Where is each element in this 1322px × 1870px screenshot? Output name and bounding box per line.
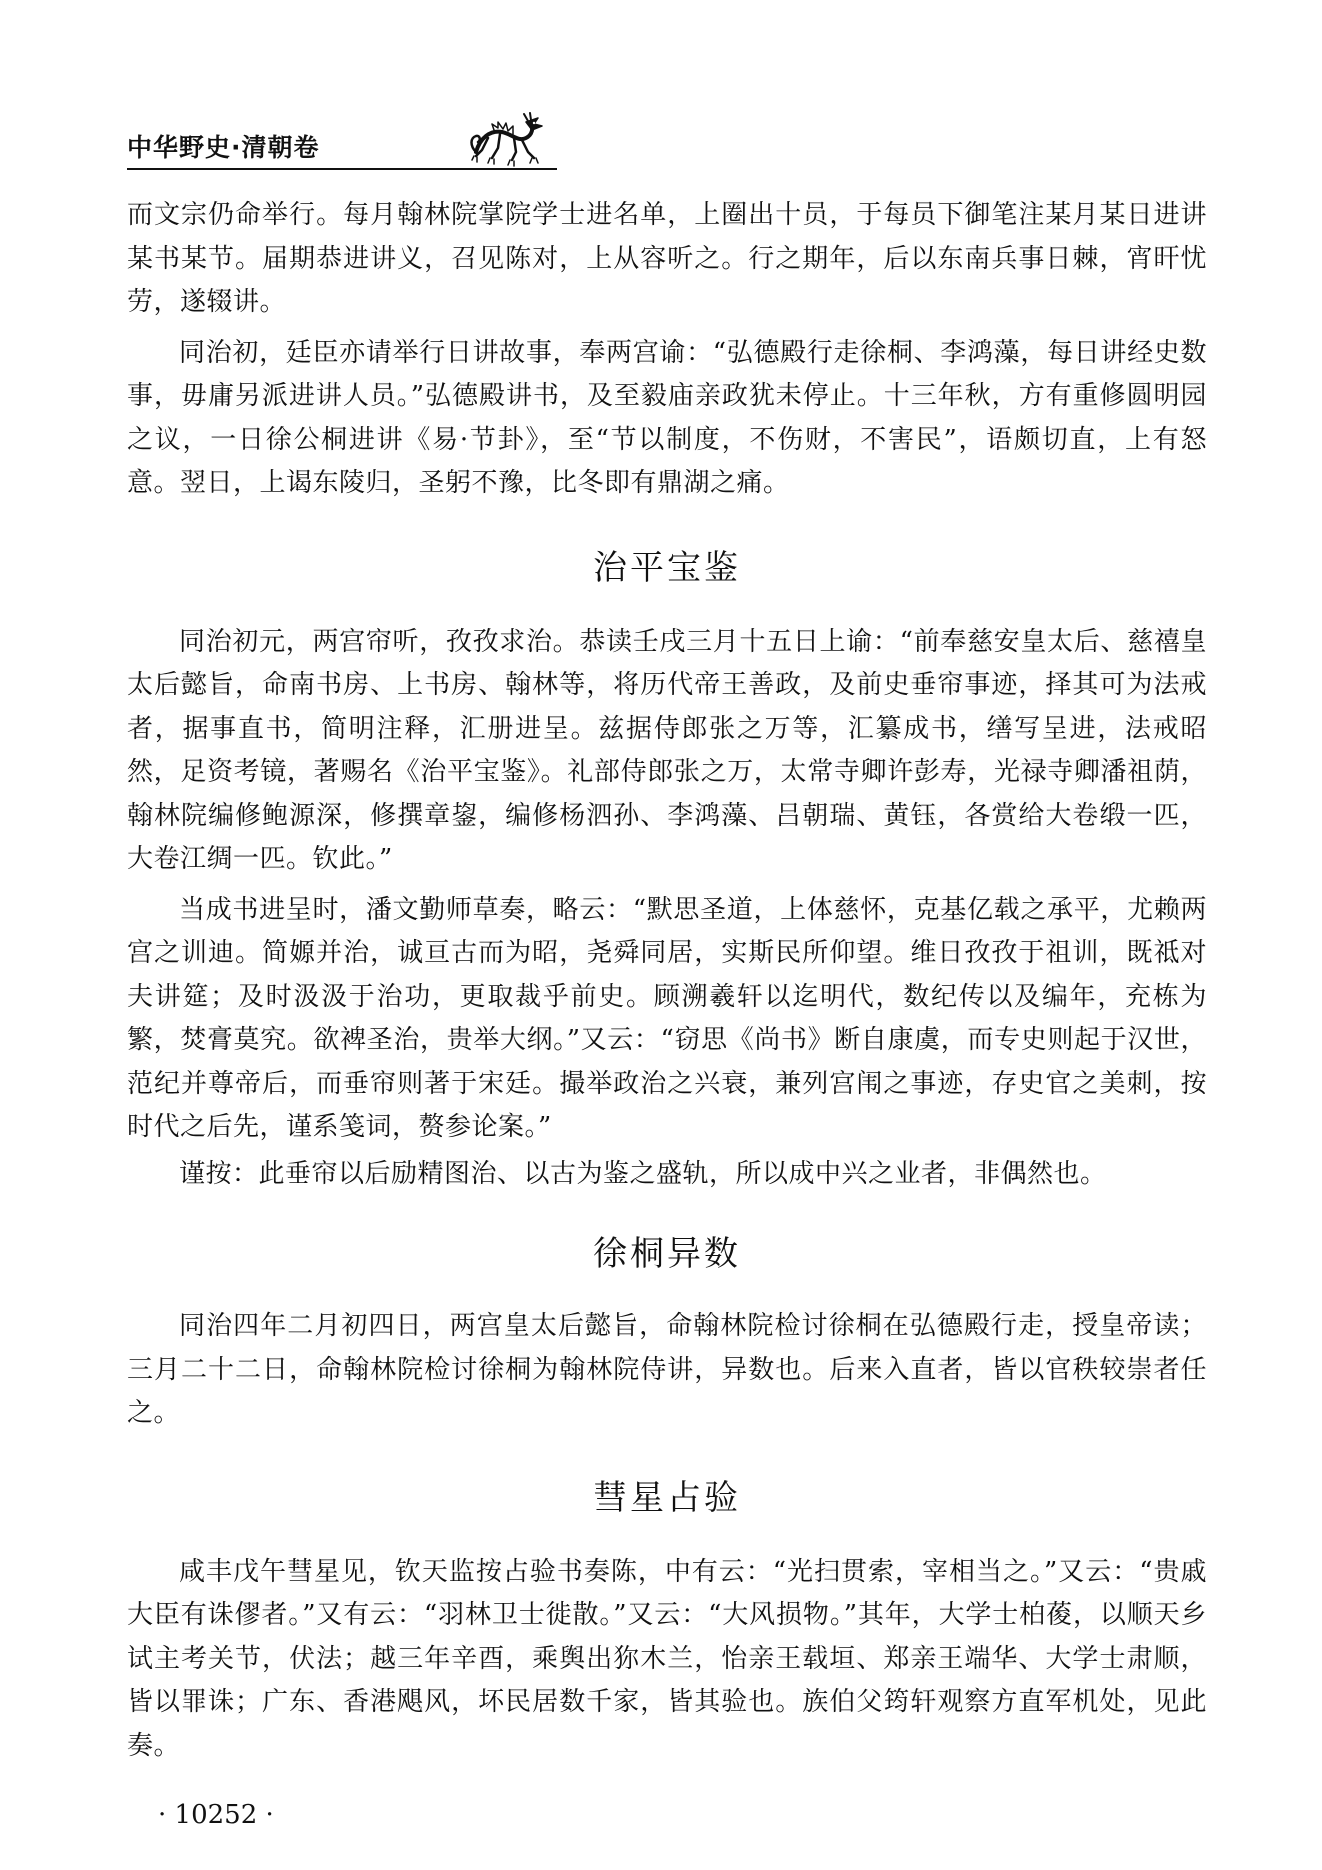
body-paragraph: 当成书进呈时，潘文勤师草奏，略云：“默思圣道，上体慈怀，克基亿载之承平，尤赖两宫之训迪。简嫄并治，诚亘古而为昭，尧舜同居，实斯民所仰望。维日孜孜于祖训，既祗对夫讲筵；及时汲汲于治功，更取裁乎前史。顾溯羲轩以迄明代，数纪传以及编年，充栋为繁，焚膏莫究。欲裨圣治，贵举大纲。”又云：“窃思《尚书》断自康虞，而专史则起于汉世，范纪并尊帝后，而垂帘则著于宋廷。撮举政治之兴衰，兼列宫闱之事迹，存史官之美刺，按时代之后先，谨系笺词，赘参论案。” xyxy=(127,894,1207,1142)
body-paragraph: 同治初元，两宫帘听，孜孜求治。恭读壬戌三月十五日上谕：“前奉慈安皇太后、慈禧皇太后懿旨，命南书房、上书房、翰林等，将历代帝王善政，及前史垂帘事迹，择其可为法戒者，据事直书，简明注释，汇册进呈。兹据侍郎张之万等，汇纂成书，缮写呈进，法戒昭然，足资考镜，著赐名《治平宝鉴》。礼部侍郎张之万，太常寺卿许彭寿，光禄寺卿潘祖荫，翰林院编修鲍源深，修撰章鋆，编修杨泗孙、李鸿藻、吕朝瑞、黄钰，各赏给大卷缎一匹，大卷江绸一匹。钦此。” xyxy=(127,626,1207,874)
body-paragraph: 而文宗仍命举行。每月翰林院掌院学士进名单，上圈出十员，于每员下御笔注某月某日进讲某书某节。届期恭进讲义，召见陈对，上从容听之。行之期年，后以东南兵事日棘，宵旰忧劳，遂辍讲。 xyxy=(127,200,1207,317)
section-title: 徐桐异数 xyxy=(593,1234,741,1274)
body-paragraph: 咸丰戊午彗星见，钦天监按占验书奏陈，中有云：“光扫贯索，宰相当之。”又云：“贵戚大臣有诛僇者。”又有云：“羽林卫士徙散。”又云：“大风损物。”其年，大学士柏葰，以顺天乡试主考关节，伏法；越三年辛酉，乘舆出狝木兰，怡亲王载垣、郑亲王端华、大学士肃顺，皆以罪诛；广东、香港飓风，坏民居数千家，皆其验也。族伯父筠轩观察方直军机处，见此奏。 xyxy=(127,1556,1207,1761)
body-paragraph: 谨按：此垂帘以后励精图治、以古为鉴之盛轨，所以成中兴之业者，非偶然也。 xyxy=(179,1158,1107,1189)
page-body xyxy=(127,194,1207,1768)
section-title: 彗星占验 xyxy=(593,1477,741,1518)
section-title: 治平宝鉴 xyxy=(593,547,741,588)
body-paragraph: 同治四年二月初四日，两宫皇太后懿旨，命翰林院检讨徐桐在弘德殿行走，授皇帝读；三月二十二日，命翰林院检讨徐桐为翰林院侍讲，异数也。后来入直者，皆以官秩较崇者任之。 xyxy=(127,1311,1207,1428)
dragon-emblem-icon xyxy=(468,112,546,168)
page-number: · 10252 · xyxy=(158,1800,274,1830)
body-paragraph: 同治初，廷臣亦请举行日讲故事，奉两宫谕：“弘德殿行走徐桐、李鸿藻，每日讲经史数事，毋庸另派进讲人员。”弘德殿讲书，及至毅庙亲政犹未停止。十三年秋，方有重修圆明园之议，一日徐公桐进讲《易·节卦》，至“节以制度，不伤财，不害民”，语颇切直，上有怒意。翌日，上谒东陵归，圣躬不豫，比冬即有鼎湖之痛。 xyxy=(127,337,1207,498)
header-rule xyxy=(127,168,557,170)
running-header-title: 中华野史·清朝卷 xyxy=(127,133,320,162)
